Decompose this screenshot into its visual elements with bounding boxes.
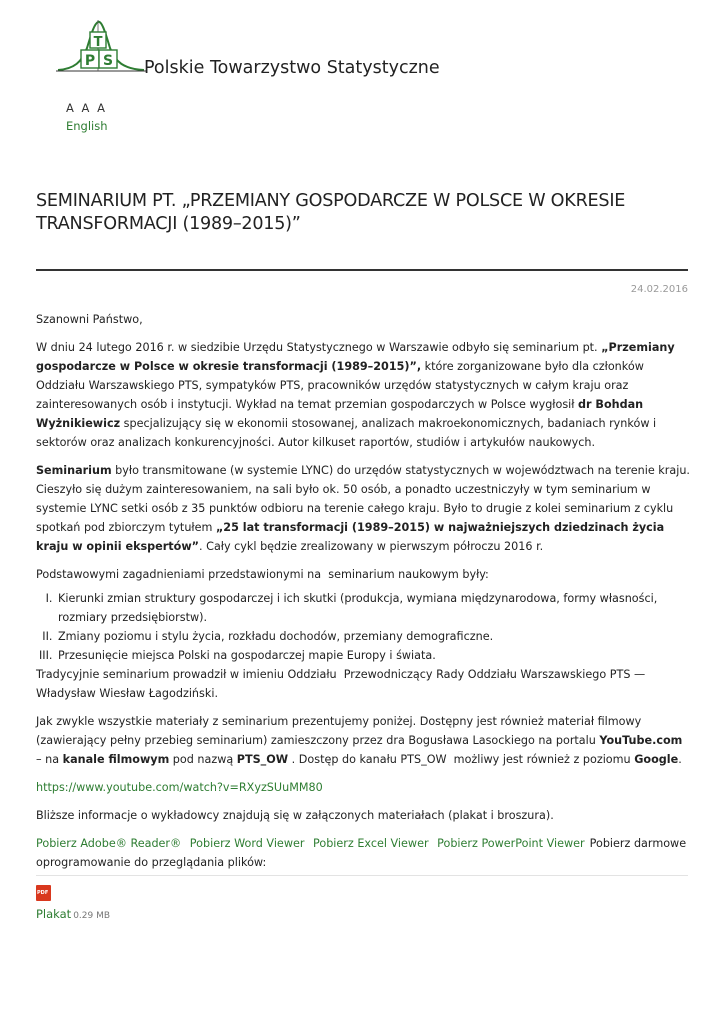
font-size-small-button[interactable]: A <box>66 101 75 115</box>
text: – na <box>36 753 63 766</box>
svg-text:T: T <box>93 35 103 50</box>
text: . <box>678 753 682 766</box>
text: pod nazwą <box>169 753 237 766</box>
paragraph-materials <box>36 712 691 769</box>
font-size-medium-button[interactable]: A <box>81 101 91 115</box>
list-item: I. Kierunki zmian struktury gospodarczej i ich skutki (produkcja, wymiana międzynarodowa, formy własności, rozmiary przedsiębiorstw). <box>56 589 691 627</box>
svg-text:P: P <box>84 53 96 69</box>
paragraph-intro <box>36 338 691 452</box>
list-item: II. Zmiany poziomu i stylu życia, rozkładu dochodów, przemiany demograficzne. <box>56 627 691 646</box>
attachment-row <box>36 907 688 924</box>
text: było transmitowane (w systemie LYNC) do urzędów statystycznych w województwach na terenie kraju. Cieszyło się dużym zainteresowaniem, na sali było ok. 50 osób, a ponadto uczestniczyły w tym seminarium w systemie LYNC setki osób z 35 punktów odbioru na terenie całego kraju. Było to drugie z kolei seminarium z cyklu spotkań pod zbiorczym tytułem <box>36 464 690 534</box>
paragraph-transmission <box>36 461 691 556</box>
download-word-viewer-link[interactable]: Pobierz Word Viewer <box>189 837 305 850</box>
title-divider <box>36 269 688 271</box>
site-header <box>56 18 716 82</box>
download-powerpoint-viewer-link[interactable]: Pobierz PowerPoint Viewer <box>437 837 585 850</box>
text-bold: YouTube.com <box>599 734 683 747</box>
font-size-controls <box>66 101 108 115</box>
site-title[interactable]: Polskie Towarzystwo Statystyczne <box>144 58 440 78</box>
download-adobe-reader-link[interactable]: Pobierz Adobe® Reader® <box>36 837 182 850</box>
speaker-name: dr Bohdan Wyżnikiewicz <box>36 398 644 430</box>
publish-date: 24.02.2016 <box>630 284 688 295</box>
text-bold: kanale filmowym <box>62 753 170 766</box>
text-bold: Google <box>634 753 679 766</box>
topics-list <box>36 589 691 665</box>
list-item: III. Przesunięcie miejsca Polski na gospodarczej mapie Europy i świata. <box>56 646 691 665</box>
download-excel-viewer-link[interactable]: Pobierz Excel Viewer <box>313 837 429 850</box>
paragraph-youtube <box>36 778 691 797</box>
language-english-link[interactable]: English <box>66 119 108 133</box>
text: Jak zwykle wszystkie materiały z seminarium prezentujemy poniżej. Dostępny jest również materiał filmowy (zawierający pełny przebieg seminarium) zamieszczony przez dra Bogusława Lasockiego na portalu <box>36 715 642 747</box>
pdf-file-icon <box>36 885 51 901</box>
paragraph-info: Bliższe informacje o wykładowcy znajdują się w załączonych materiałach (plakat i broszura). <box>36 809 554 822</box>
text: W dniu 24 lutego 2016 r. w siedzibie Urzędu Statystycznego w Warszawie odbyło się seminarium pt. <box>36 341 602 354</box>
font-size-large-button[interactable]: A <box>97 101 106 115</box>
attachment-size: 0.29 MB <box>73 911 111 921</box>
download-viewers <box>36 834 691 872</box>
pts-logo[interactable] <box>56 18 148 76</box>
svg-text:S: S <box>102 53 114 69</box>
youtube-link[interactable]: https://www.youtube.com/watch?v=RXyzSUuMM80 <box>36 781 323 794</box>
paragraph-topics-intro: Podstawowymi zagadnieniami przedstawionymi na seminarium naukowym były: <box>36 568 489 581</box>
pdf-icon-label: PDF <box>37 890 49 896</box>
attachments <box>36 875 688 924</box>
text: . Dostęp do kanału PTS_OW możliwy jest również z poziomu <box>288 753 635 766</box>
text: . Cały cykl będzie zrealizowany w pierwszym półroczu 2016 r. <box>199 540 544 553</box>
download-note: Pobierz darmowe oprogramowanie do przeglądania plików: <box>36 837 687 869</box>
page-title: SEMINARIUM PT. „PRZEMIANY GOSPODARCZE W POLSCE W OKRESIE TRANSFORMACJI (1989–2015)” <box>36 191 626 234</box>
cycle-title-bold: „25 lat transformacji (1989–2015) w najważniejszych dziedzinach życia kraju w opinii ekspertów” <box>36 521 665 553</box>
text-bold: Seminarium <box>36 464 112 477</box>
text: które zorganizowane było dla członków Oddziału Warszawskiego PTS, sympatyków PTS, pracowników urzędów statystycznych w całym kraju oraz zainteresowanych osób i instytucji. Wykład na temat przemian gospodarczych w Polsce wygłosił <box>36 360 644 411</box>
article-body <box>36 310 691 924</box>
greeting: Szanowni Państwo, <box>36 313 143 326</box>
text: specjalizujący się w ekonomii stosowanej, analizach makroekonomicznych, badaniach rynków i sektorów oraz analizach konkurencyjności. Autor kilkuset raportów, studiów i artykułów naukowych. <box>36 417 657 449</box>
seminar-title-bold: „Przemiany gospodarcze w Polsce w okresie transformacji (1989–2015)”, <box>36 341 675 373</box>
attachment-plakat-link[interactable]: Plakat <box>36 907 72 921</box>
paragraph-host: Tradycyjnie seminarium prowadził w imieniu Oddziału Przewodniczący Rady Oddziału Warszawskiego PTS — Władysław Wiesław Łagodziński. <box>36 668 646 700</box>
text-bold: PTS_OW <box>236 753 289 766</box>
